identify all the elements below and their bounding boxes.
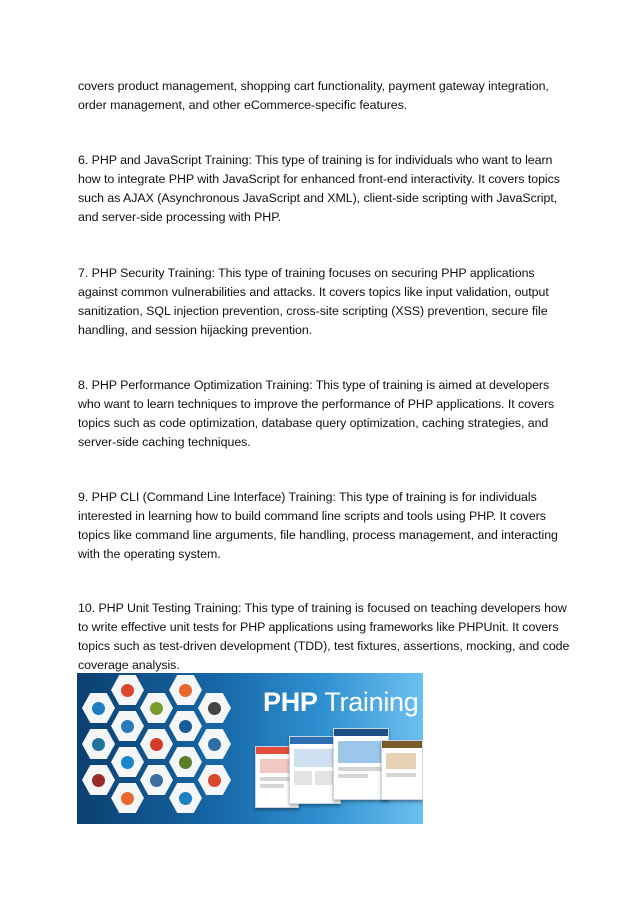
paragraph-php-security-training: 7. PHP Security Training: This type of training focuses on securing PHP applications against common vulnerabilities and attacks. It covers topics like input validation, output sanitization, SQL injection prevention, cross-site scripting (XSS) prevention, secure file handling, and session hijacking prevention. — [78, 266, 549, 337]
cre-icon — [198, 729, 231, 759]
website-screenshots — [253, 728, 423, 824]
magento-icon — [169, 675, 202, 705]
codeigniter-icon — [111, 675, 144, 705]
virtuemart-icon-glyph — [150, 774, 163, 787]
prestashop-icon — [169, 747, 202, 777]
website-screenshot — [381, 740, 423, 800]
banner-title — [263, 687, 418, 718]
paragraph-php-javascript-training: 6. PHP and JavaScript Training: This type of training is for individuals who want to learn how to integrate PHP with JavaScript for enhanced front-end interactivity. It covers topics such as AJAX (Asynchronous JavaScript and XML), client-side scripting with JavaScript, and server-side processing with PHP. — [78, 153, 560, 224]
cre-icon-glyph — [208, 738, 221, 751]
magento-icon-glyph — [121, 792, 134, 805]
phpfox-icon-glyph — [179, 720, 192, 733]
zencart-icon — [82, 765, 115, 795]
opencart-icon — [140, 693, 173, 723]
drupal-icon — [111, 747, 144, 777]
prestashop-icon-glyph — [179, 756, 192, 769]
cakephp-icon-glyph — [150, 738, 163, 751]
virtuemart-icon — [140, 765, 173, 795]
paragraph-ecommerce-continuation: covers product management, shopping cart functionality, payment gateway integration, order management, and other eCommerce-specific features. — [78, 79, 549, 112]
banner-title-training: Training — [317, 687, 419, 717]
wordpress-icon-glyph — [92, 738, 105, 751]
joomla-icon — [82, 693, 115, 723]
phpfox-icon — [169, 711, 202, 741]
paragraph-php-cli-training: 9. PHP CLI (Command Line Interface) Training: This type of training is for individuals interested in learning how to build command line scripts and tools using PHP. It covers topics like command line arguments, file handling, process management, and interacting with the operating system. — [78, 490, 558, 561]
symfony-icon-glyph — [208, 702, 221, 715]
joomla-icon-glyph — [179, 792, 192, 805]
shopware-icon-glyph — [121, 720, 134, 733]
framework-hex-grid — [77, 673, 253, 824]
magento-icon — [111, 783, 144, 813]
shopware-icon — [111, 711, 144, 741]
joomla-icon — [169, 783, 202, 813]
zencart-icon-glyph — [92, 774, 105, 787]
magento-icon-glyph — [179, 684, 192, 697]
symfony-icon — [198, 693, 231, 723]
joomla-icon-glyph — [92, 702, 105, 715]
codeigniter-icon-glyph — [121, 684, 134, 697]
codeigniter-icon-glyph — [208, 774, 221, 787]
paragraph-php-unit-testing-training: 10. PHP Unit Testing Training: This type of training is focused on teaching developers how to write effective unit tests for PHP applications using frameworks like PHPUnit. It covers topics such as test-driven development (TDD), test fixtures, assertions, mocking, and code coverage analysis. — [78, 601, 570, 672]
cakephp-icon — [140, 729, 173, 759]
banner-title-php: PHP — [263, 687, 318, 717]
codeigniter-icon — [198, 765, 231, 795]
wordpress-icon — [82, 729, 115, 759]
drupal-icon-glyph — [121, 756, 134, 769]
opencart-icon-glyph — [150, 702, 163, 715]
php-training-banner-image — [77, 673, 423, 824]
paragraph-php-performance-training: 8. PHP Performance Optimization Training: This type of training is aimed at developers who want to learn techniques to improve the performance of PHP applications. It covers topics such as code optimization, database query optimization, caching strategies, and server-side caching techniques. — [78, 378, 555, 449]
